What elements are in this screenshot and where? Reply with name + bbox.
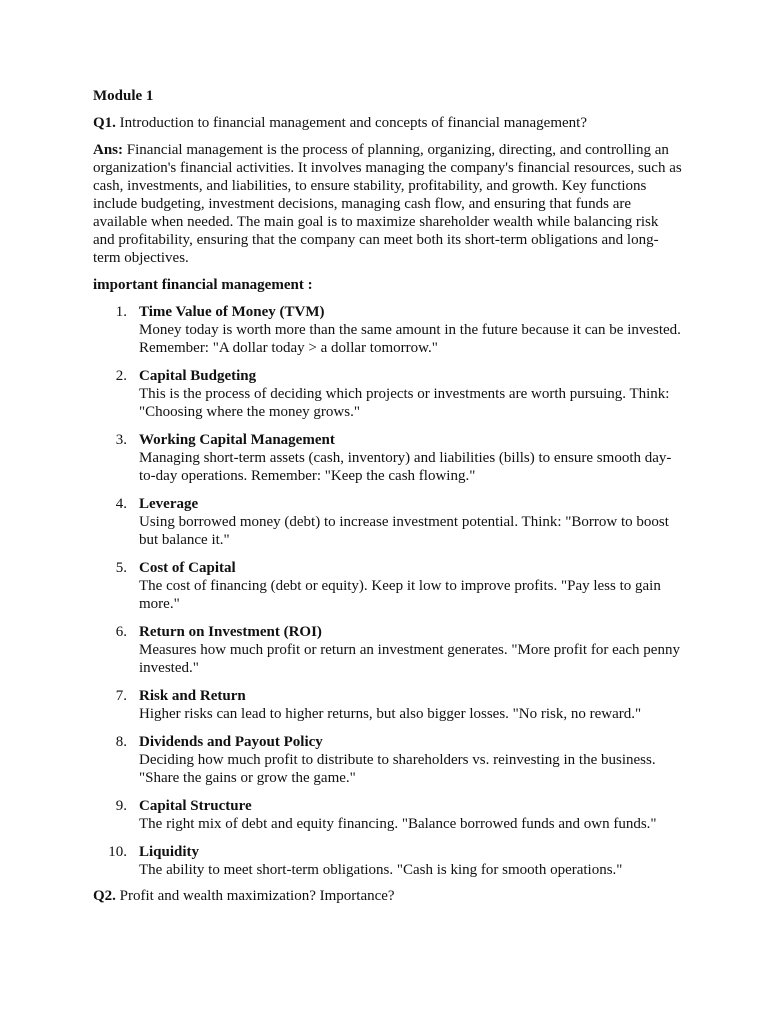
list-item-title: Return on Investment (ROI) (139, 624, 322, 640)
answer-text: Financial management is the process of planning, organizing, directing, and controlling an organization's financial activities. It involves managing the company's financial resources, such as cash, investments, and liabilities, to ensure stability, profitability, and growth. Key functions include budgeting, investment decisions, managing cash flow, and ensuring that funds are available when needed. The main goal is to maximize shareholder wealth while balancing risk and profitability, ensuring that the company can meet both its short-term obligations and long-term objectives. (93, 142, 682, 266)
list-item-title: Liquidity (139, 844, 200, 860)
list-item-number: 10. (108, 844, 127, 860)
module-title: Module 1 (93, 88, 154, 104)
list-item-description: Deciding how much profit to distribute to shareholders vs. reinvesting in the business. "Share the gains or grow the game." (139, 752, 656, 786)
concepts-list (93, 303, 683, 879)
list-item-description: Managing short-term assets (cash, inventory) and liabilities (bills) to ensure smooth day-to-day operations. Remember: "Keep the cash flowing." (139, 450, 672, 484)
list-item-number: 7. (115, 688, 127, 704)
list-item-description: Measures how much profit or return an investment generates. "More profit for each penny invested." (139, 642, 680, 676)
list-item-title: Capital Budgeting (139, 368, 257, 384)
list-item-title: Leverage (139, 496, 199, 512)
list-item-number: 1. (115, 304, 127, 320)
list-item (93, 687, 683, 723)
list-item-description: Higher risks can lead to higher returns, but also bigger losses. "No risk, no reward." (139, 706, 642, 722)
question-1-prefix: Q1. (93, 115, 116, 131)
answer-paragraph (93, 141, 683, 267)
list-item-title: Risk and Return (139, 688, 246, 704)
list-item-number: 5. (115, 560, 127, 576)
question-2-text: Profit and wealth maximization? Importance? (119, 888, 395, 904)
question-1 (93, 114, 683, 132)
list-item-description: Using borrowed money (debt) to increase investment potential. Think: "Borrow to boost but balance it." (139, 514, 669, 548)
list-item (93, 623, 683, 677)
list-item-description: This is the process of deciding which projects or investments are worth pursuing. Think: "Choosing where the money grows." (139, 386, 670, 420)
list-item-number: 6. (115, 624, 127, 640)
list-item-description: Money today is worth more than the same amount in the future because it can be invested. Remember: "A dollar today > a dollar tomorrow." (139, 322, 681, 356)
list-item-title: Cost of Capital (139, 560, 236, 576)
document-page (93, 87, 683, 905)
list-item (93, 797, 683, 833)
list-item (93, 733, 683, 787)
answer-prefix: Ans: (93, 142, 124, 158)
list-item-number: 4. (115, 496, 127, 512)
list-item-number: 8. (115, 734, 127, 750)
list-item-description: The right mix of debt and equity financing. "Balance borrowed funds and own funds." (139, 816, 657, 832)
list-item-number: 2. (115, 368, 127, 384)
list-item (93, 303, 683, 357)
list-item (93, 431, 683, 485)
question-2 (93, 887, 683, 905)
list-item (93, 367, 683, 421)
list-item (93, 843, 683, 879)
question-1-text: Introduction to financial management and concepts of financial management? (119, 115, 587, 131)
list-item-title: Dividends and Payout Policy (139, 734, 323, 750)
list-item-title: Capital Structure (139, 798, 252, 814)
list-item-title: Working Capital Management (139, 432, 335, 448)
list-heading: important financial management : (93, 277, 313, 293)
list-item-number: 3. (115, 432, 127, 448)
list-item-description: The cost of financing (debt or equity). Keep it low to improve profits. "Pay less to gain more." (139, 578, 661, 612)
list-item (93, 559, 683, 613)
list-item-title: Time Value of Money (TVM) (139, 304, 325, 320)
question-2-prefix: Q2. (93, 888, 116, 904)
list-item-description: The ability to meet short-term obligations. "Cash is king for smooth operations." (139, 862, 623, 878)
list-item (93, 495, 683, 549)
list-item-number: 9. (115, 798, 127, 814)
